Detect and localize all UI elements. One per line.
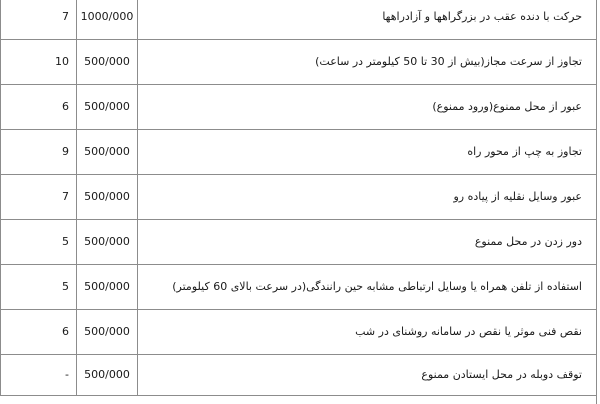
table-row xyxy=(1,220,597,265)
violation-description-cell: عبور وسایل نقلیه از پیاده رو xyxy=(138,175,597,220)
violation-description-cell: دور زدن در محل ممنوع xyxy=(138,220,597,265)
table-row xyxy=(1,265,597,310)
fine-amount-cell: 500/000 xyxy=(77,355,138,396)
penalty-points-cell: 7 xyxy=(1,175,77,220)
penalty-points-cell: 9 xyxy=(1,130,77,175)
violation-description-cell: توقف دوبله در محل ایستادن ممنوع xyxy=(138,355,597,396)
fine-amount-cell: 500/000 xyxy=(77,220,138,265)
penalty-points-cell: 6 xyxy=(1,310,77,355)
fine-amount-cell: 500/000 xyxy=(77,40,138,85)
fine-amount-cell: 500/000 xyxy=(77,175,138,220)
table-row xyxy=(1,310,597,355)
table-right-border xyxy=(596,0,597,404)
table-row xyxy=(1,130,597,175)
table-row xyxy=(1,355,597,396)
fine-amount-cell: 500/000 xyxy=(77,130,138,175)
table-row xyxy=(1,85,597,130)
fine-amount-cell: 1000/000 xyxy=(77,0,138,40)
violation-description-cell: تجاوز از سرعت مجاز(بیش از 30 تا 50 کیلومتر در ساعت) xyxy=(138,40,597,85)
fine-amount-cell: 500/000 xyxy=(77,85,138,130)
violation-description-cell: استفاده از تلفن همراه یا وسایل ارتباطی مشابه حین رانندگی(در سرعت بالای 60 کیلومتر) xyxy=(138,265,597,310)
penalty-points-cell: 5 xyxy=(1,220,77,265)
table-row xyxy=(1,0,597,40)
violation-description-cell: نقص فنی موثر یا نقص در سامانه روشنای در شب xyxy=(138,310,597,355)
violation-description-cell: عبور از محل ممنوع(ورود ممنوع) xyxy=(138,85,597,130)
penalty-points-cell: 10 xyxy=(1,40,77,85)
table-row xyxy=(1,40,597,85)
penalty-points-cell: 5 xyxy=(1,265,77,310)
penalty-points-cell: 7 xyxy=(1,0,77,40)
table-row xyxy=(1,175,597,220)
fine-amount-cell: 500/000 xyxy=(77,310,138,355)
violation-description-cell: تجاوز به چپ از محور راه xyxy=(138,130,597,175)
violation-description-cell: حرکت با دنده عقب در بزرگراهها و آزادراهها xyxy=(138,0,597,40)
penalty-points-cell: 6 xyxy=(1,85,77,130)
fine-amount-cell: 500/000 xyxy=(77,265,138,310)
penalty-points-cell: - xyxy=(1,355,77,396)
